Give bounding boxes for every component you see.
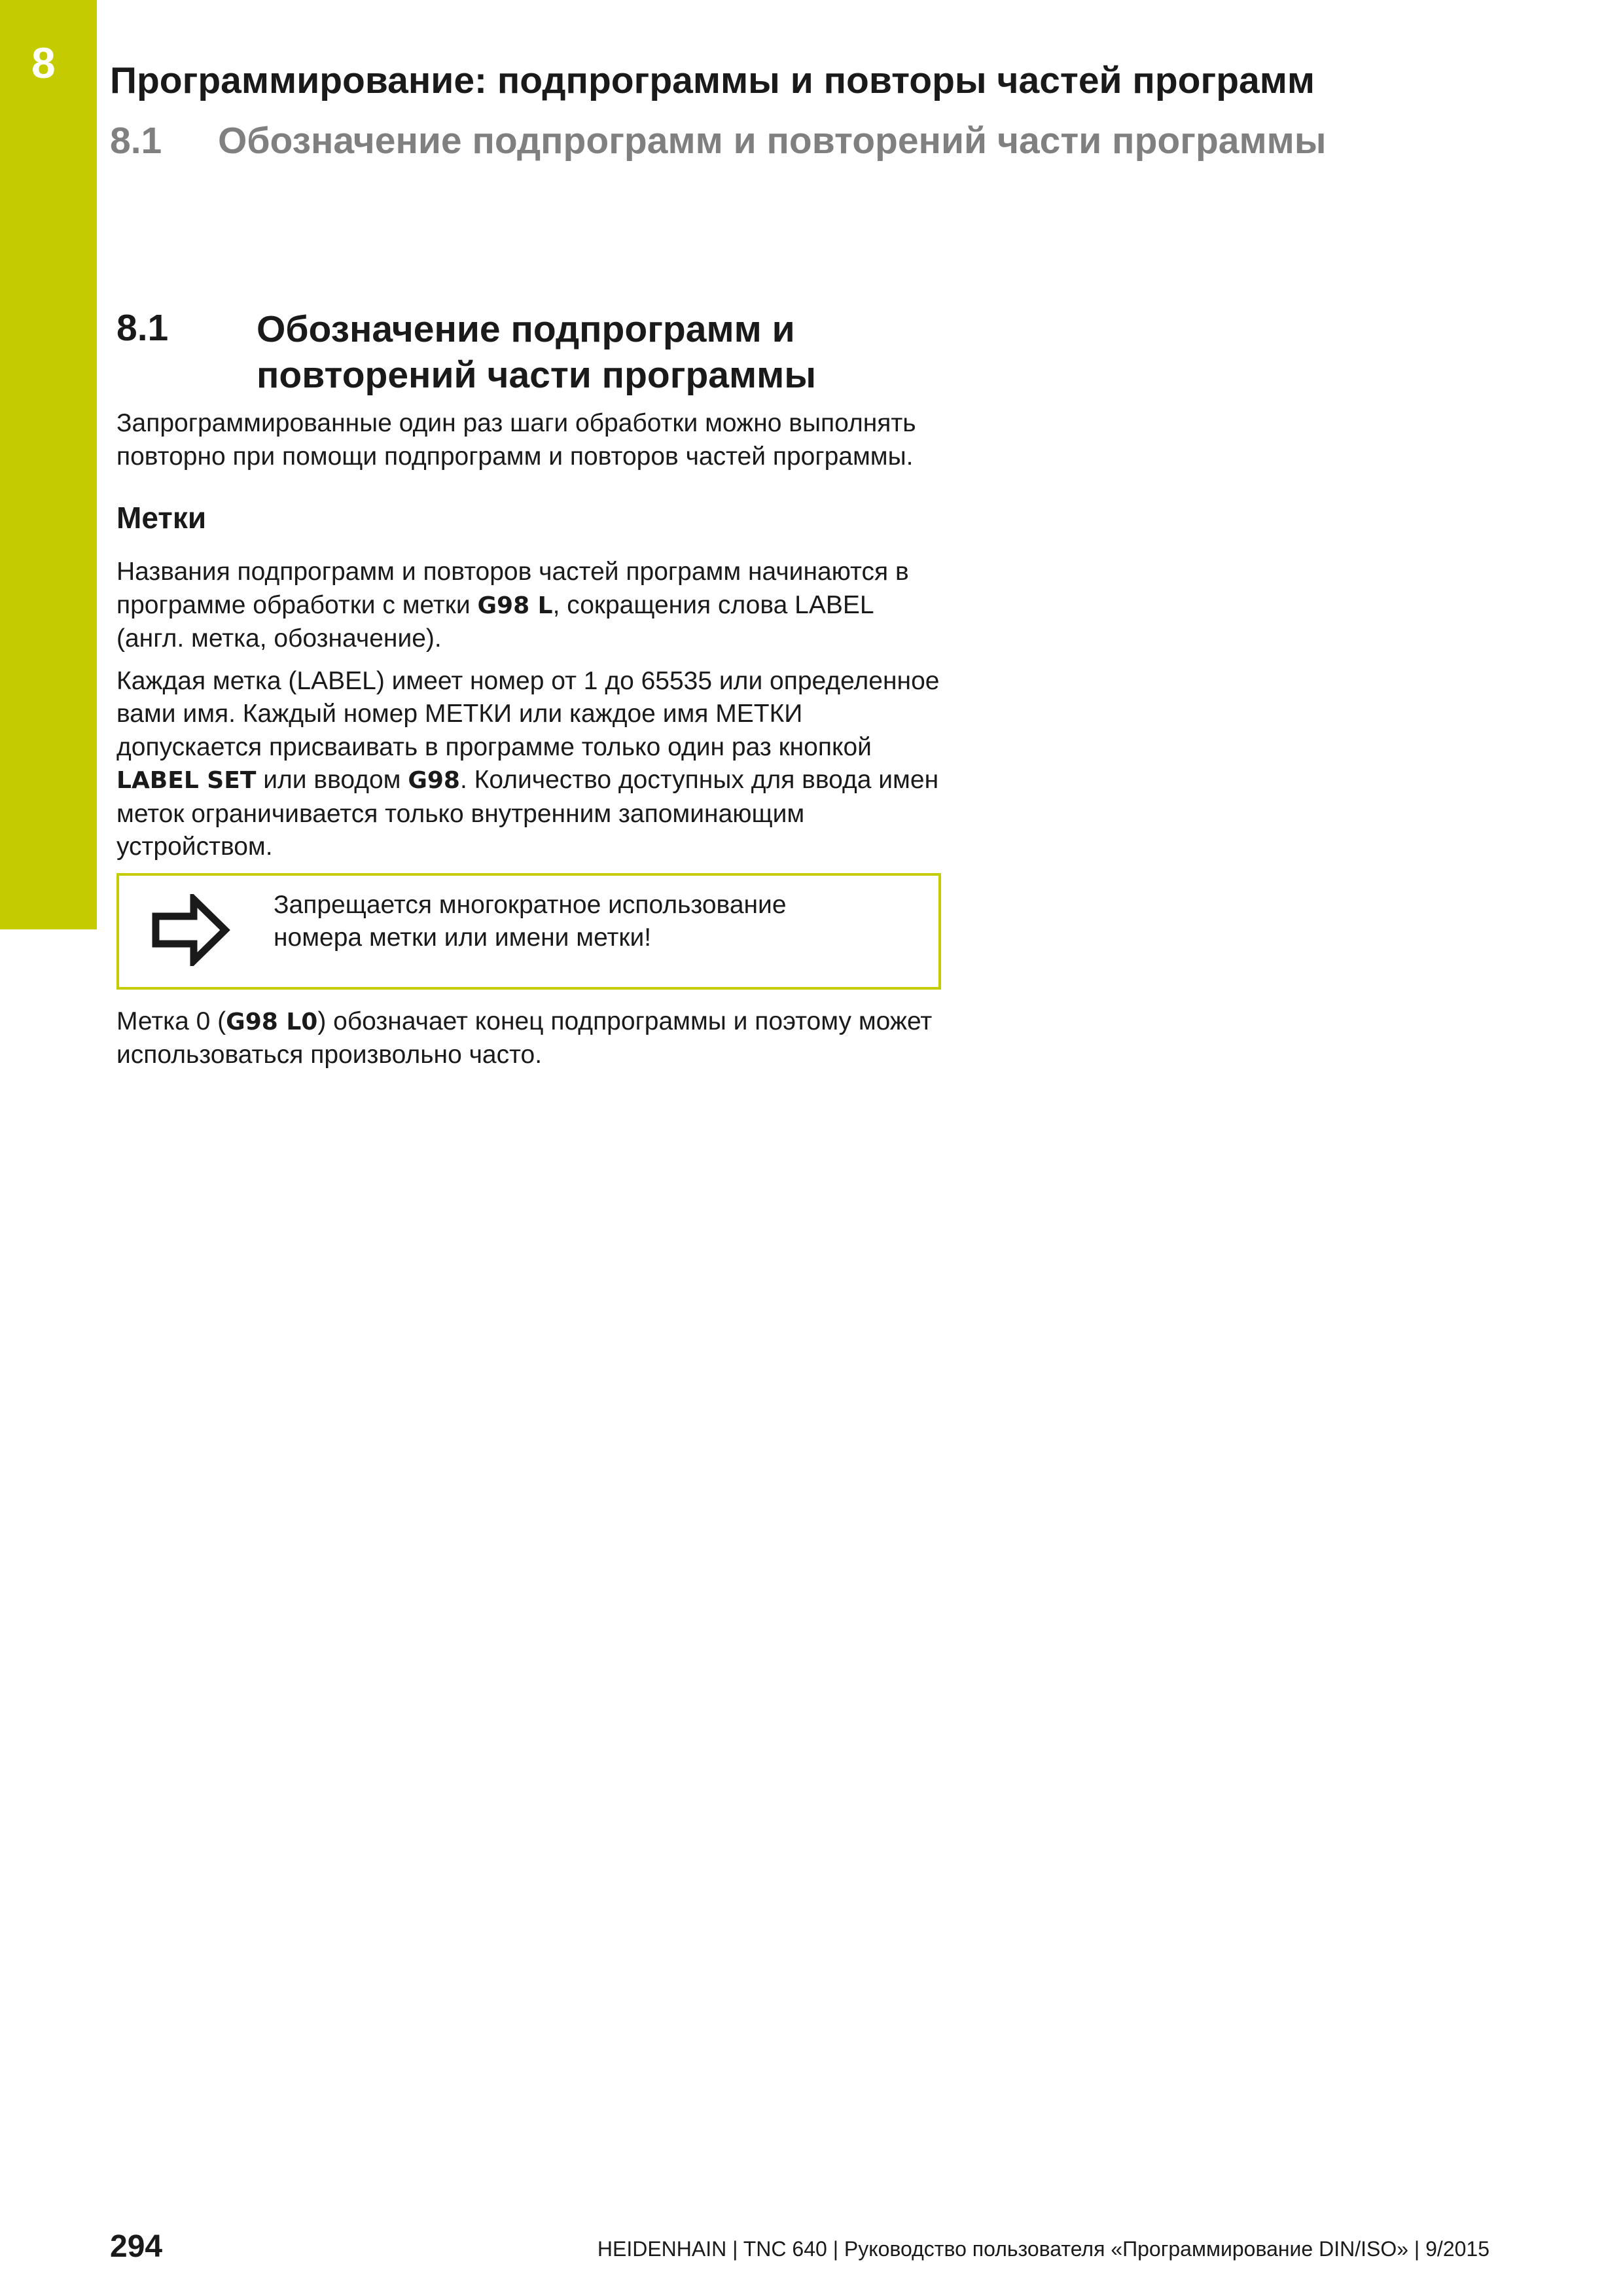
labels-heading: Метки: [116, 501, 207, 535]
chapter-number: 8: [31, 39, 56, 87]
code-g98l0: G98 L0: [226, 1008, 318, 1035]
section-title-line1: Обозначение подпрограмм и: [257, 308, 795, 350]
labels-paragraph-3: Метка 0 (G98 L0) обозначает конец подпрограммы и поэтому может использоваться произвольно часто.: [116, 1007, 933, 1069]
code-g98: G98: [408, 767, 460, 794]
header-section-number: 8.1: [110, 120, 162, 162]
chapter-side-bar: [0, 0, 97, 929]
note-box: [116, 873, 941, 990]
section-number: 8.1: [116, 307, 169, 349]
chapter-title: Программирование: подпрограммы и повторы частей программ: [110, 60, 1315, 101]
labels-paragraph-2: Каждая метка (LABEL) имеет номер от 1 до 65535 или определенное вами имя. Каждый номер МЕТКИ или каждое имя МЕТКИ допускается присваивать в программе только один раз кнопкой LABEL SET или вводом G98. Количество доступных для ввода имен меток ограничивается только внутренним запоминающим устройством.: [116, 666, 940, 861]
code-label-set: LABEL SET: [116, 767, 257, 794]
note-text: Запрещается многократное использование номера метки или имени метки!: [274, 890, 787, 952]
page-number: 294: [110, 2229, 163, 2264]
arrow-right-icon: [151, 894, 230, 975]
section-title-line2: повторений части программы: [257, 354, 816, 396]
intro-paragraph: Запрограммированные один раз шаги обработки можно выполнять повторно при помощи подпрограмм и повторов частей программы.: [116, 409, 916, 471]
main-content: [116, 407, 948, 1081]
code-g98l: G98 L: [477, 592, 553, 619]
labels-paragraph-1: Названия подпрограмм и повторов частей программ начинаются в программе обработки с метки G98 L, сокращения слова LABEL (англ. метка, обозначение).: [116, 558, 909, 653]
footer-text: HEIDENHAIN | TNC 640 | Руководство пользователя «Программирование DIN/ISO» | 9/2015: [597, 2237, 1489, 2261]
header-section-text: Обозначение подпрограмм и повторений части программы: [218, 120, 1327, 162]
header-section-title: [110, 119, 1327, 162]
section-title: [257, 306, 898, 398]
